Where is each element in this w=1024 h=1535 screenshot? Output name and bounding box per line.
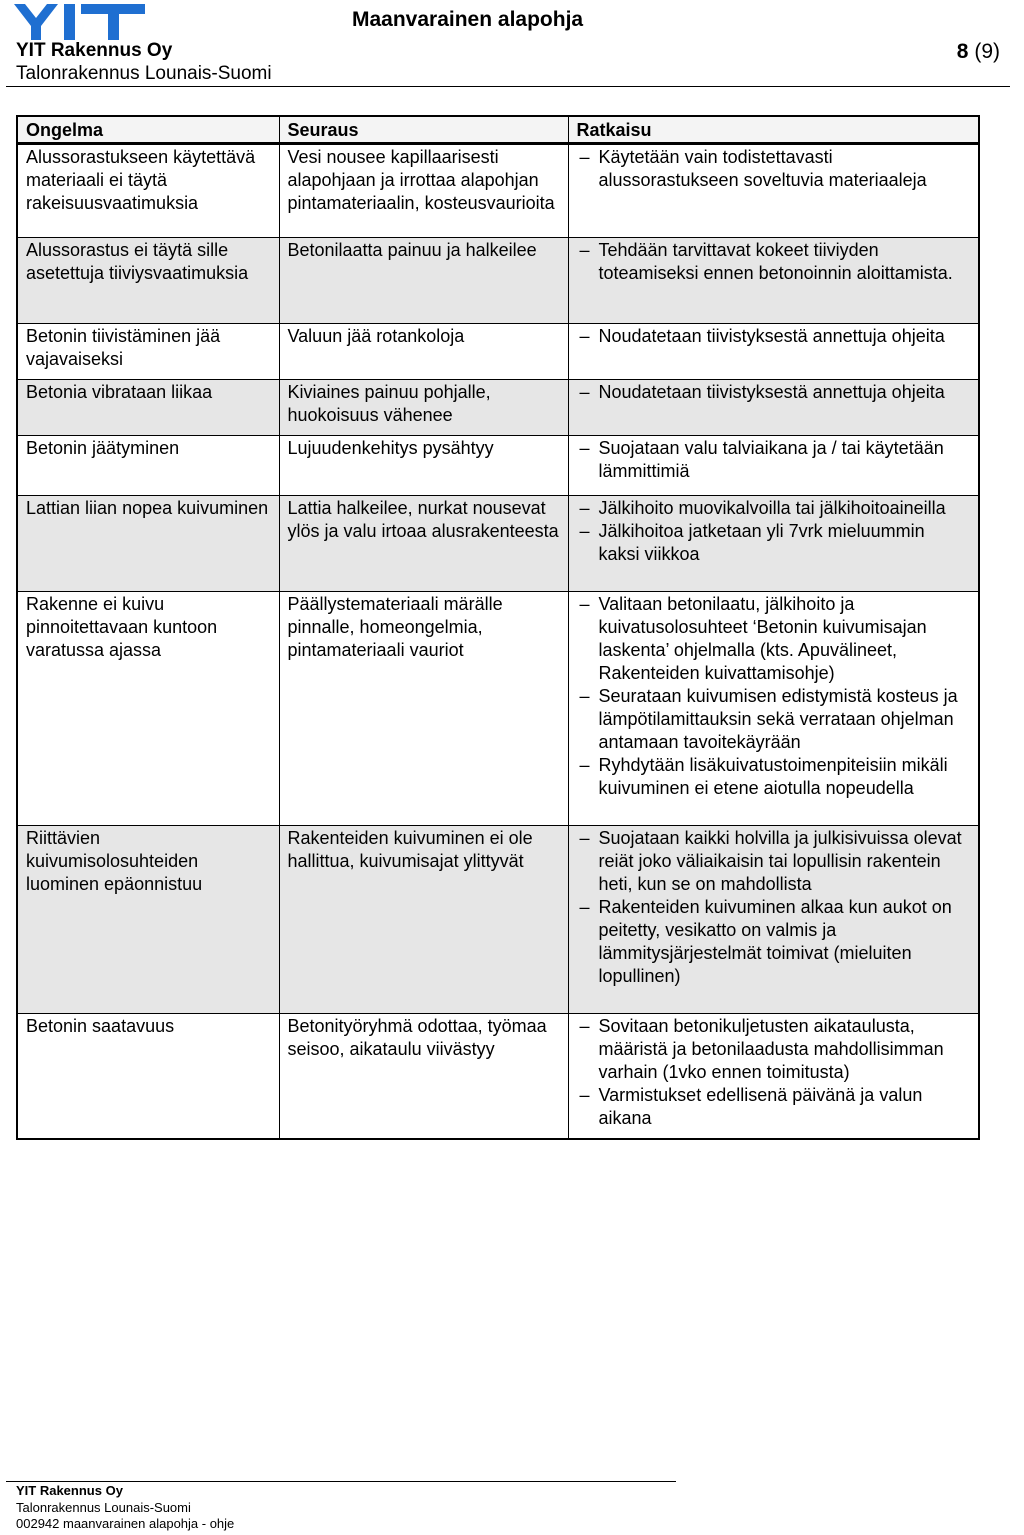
consequence-cell: Kiviaines painuu pohjalle, huokoisuus vähenee bbox=[279, 380, 568, 436]
table-row bbox=[17, 436, 979, 496]
table-row bbox=[17, 238, 979, 324]
problem-cell: Rakenne ei kuivu pinnoitettavaan kuntoon varatussa ajassa bbox=[17, 592, 279, 826]
consequence-cell: Lattia halkeilee, nurkat nousevat ylös ja valu irtoaa alusrakenteesta bbox=[279, 496, 568, 592]
problem-cell: Betonin jäätyminen bbox=[17, 436, 279, 496]
footer-document-reference: 002942 maanvarainen alapohja - ohje bbox=[16, 1516, 235, 1531]
table-row bbox=[17, 826, 979, 1014]
solution-cell bbox=[568, 436, 979, 496]
consequence-cell: Betonityöryhmä odottaa, työmaa seisoo, aikataulu viivästyy bbox=[279, 1014, 568, 1139]
solution-cell bbox=[568, 592, 979, 826]
consequence-cell: Lujuudenkehitys pysähtyy bbox=[279, 436, 568, 496]
footer-divider bbox=[6, 1481, 676, 1482]
yit-logo bbox=[14, 4, 146, 40]
table-row bbox=[17, 144, 979, 238]
table-row bbox=[17, 324, 979, 380]
consequence-cell: Rakenteiden kuivuminen ei ole hallittua, kuivumisajat ylittyvät bbox=[279, 826, 568, 1014]
solution-cell bbox=[568, 324, 979, 380]
consequence-cell: Päällystemateriaali märälle pinnalle, homeongelmia, pintamateriaali vauriot bbox=[279, 592, 568, 826]
header-consequence: Seuraus bbox=[279, 116, 568, 144]
solution-cell bbox=[568, 1014, 979, 1139]
solution-item: – Suojataan kaikki holvilla ja julkisivuissa olevat reiät joko väliaikaisin tai lopullisin rakentein heti, kun se on mahdollista bbox=[577, 827, 971, 896]
problem-cell: Alussorastukseen käytettävä materiaali ei täytä rakeisuusvaatimuksia bbox=[17, 144, 279, 238]
document-title: Maanvarainen alapohja bbox=[352, 8, 584, 31]
solution-item: – Käytetään vain todistettavasti alussorastukseen soveltuvia materiaaleja bbox=[577, 146, 971, 192]
header-problem: Ongelma bbox=[17, 116, 279, 144]
table-header-row bbox=[17, 116, 979, 144]
solution-item: – Rakenteiden kuivuminen alkaa kun aukot on peitetty, vesikatto on valmis ja lämmitysjärjestelmät toimivat (mieluiten lopullinen) bbox=[577, 896, 971, 988]
company-name: YIT Rakennus Oy bbox=[16, 40, 173, 61]
solution-item: – Varmistukset edellisenä päivänä ja valun aikana bbox=[577, 1084, 971, 1130]
page-total: (9) bbox=[974, 40, 1000, 63]
problem-cell: Alussorastus ei täytä sille asetettuja tiiviysvaatimuksia bbox=[17, 238, 279, 324]
problem-cell: Betonia vibrataan liikaa bbox=[17, 380, 279, 436]
table-row bbox=[17, 496, 979, 592]
table-row bbox=[17, 380, 979, 436]
problem-cell: Betonin tiivistäminen jää vajavaiseksi bbox=[17, 324, 279, 380]
solution-item: – Noudatetaan tiivistyksestä annettuja ohjeita bbox=[577, 325, 971, 348]
page-current: 8 bbox=[956, 40, 969, 63]
problem-solution-table bbox=[16, 115, 980, 1140]
solution-cell bbox=[568, 380, 979, 436]
footer-company: YIT Rakennus Oy bbox=[16, 1483, 123, 1498]
consequence-cell: Betonilaatta painuu ja halkeilee bbox=[279, 238, 568, 324]
table-row bbox=[17, 592, 979, 826]
table-row bbox=[17, 1014, 979, 1139]
division-name: Talonrakennus Lounais-Suomi bbox=[16, 63, 272, 84]
solution-item: – Jälkihoitoa jatketaan yli 7vrk mieluummin kaksi viikkoa bbox=[577, 520, 971, 566]
consequence-cell: Vesi nousee kapillaarisesti alapohjaan ja irrottaa alapohjan pintamateriaalin, kosteusvaurioita bbox=[279, 144, 568, 238]
consequence-cell: Valuun jää rotankoloja bbox=[279, 324, 568, 380]
solution-item: – Jälkihoito muovikalvoilla tai jälkihoitoaineilla bbox=[577, 497, 971, 520]
solution-item: – Sovitaan betonikuljetusten aikataulusta, määristä ja betonilaadusta mahdollisimman varhain (1vko ennen toimitusta) bbox=[577, 1015, 971, 1084]
page-number bbox=[957, 40, 1000, 64]
solution-item: – Seurataan kuivumisen edistymistä kosteus ja lämpötilamittauksin sekä verrataan ohjelman antamaan tavoitekäyrään bbox=[577, 685, 971, 754]
problem-cell: Betonin saatavuus bbox=[17, 1014, 279, 1139]
solution-item: – Suojataan valu talviaikana ja / tai käytetään lämmittimiä bbox=[577, 437, 971, 483]
solution-item: – Ryhdytään lisäkuivatustoimenpiteisiin mikäli kuivuminen ei etene aiotulla nopeudella bbox=[577, 754, 971, 800]
solution-item: – Tehdään tarvittavat kokeet tiiviyden toteamiseksi ennen betonoinnin aloittamista. bbox=[577, 239, 971, 285]
solution-cell bbox=[568, 144, 979, 238]
solution-cell bbox=[568, 826, 979, 1014]
problem-cell: Lattian liian nopea kuivuminen bbox=[17, 496, 279, 592]
solution-cell bbox=[568, 238, 979, 324]
solution-item: – Valitaan betonilaatu, jälkihoito ja kuivatusolosuhteet ‘Betonin kuivumisajan laskenta’ ohjelmalla (kts. Apuvälineet, Rakenteiden kuivattamisohje) bbox=[577, 593, 971, 685]
problem-cell: Riittävien kuivumisolosuhteiden luominen epäonnistuu bbox=[17, 826, 279, 1014]
solution-item: – Noudatetaan tiivistyksestä annettuja ohjeita bbox=[577, 381, 971, 404]
solution-cell bbox=[568, 496, 979, 592]
footer-division: Talonrakennus Lounais-Suomi bbox=[16, 1500, 191, 1515]
header-solution: Ratkaisu bbox=[568, 116, 979, 144]
header-divider bbox=[6, 86, 1010, 87]
